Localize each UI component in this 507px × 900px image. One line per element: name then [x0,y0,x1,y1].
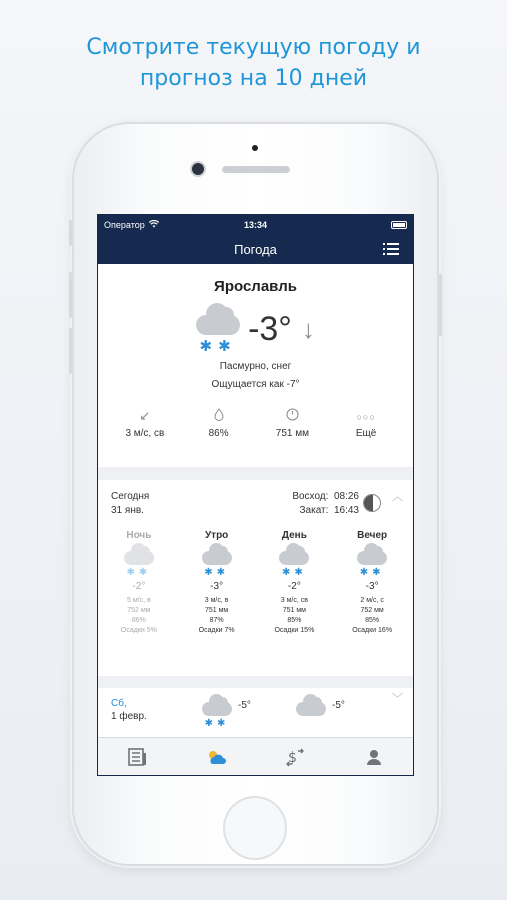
next-day-forecast-1 [202,702,251,729]
period-pressure: 752 мм [360,607,384,614]
front-camera [192,163,204,175]
tab-news[interactable] [117,742,157,772]
today-forecast-card[interactable] [98,480,413,676]
promo-headline [0,32,507,94]
details-row [98,408,413,439]
period-precip: Осадки 16% [352,627,393,634]
period-humidity: 85% [287,617,302,624]
period-precip: Осадки 5% [120,627,157,634]
tab-currency[interactable] [275,742,315,772]
period-temp: -3° [365,581,379,592]
more-detail[interactable] [331,408,401,439]
cloud-snow-icon [202,551,232,565]
city-name: Ярославль [214,278,297,295]
sunrise-time: 08:26 [333,491,359,502]
day-periods [98,530,413,636]
next-day-date [111,697,147,723]
period-night [100,530,178,636]
home-button[interactable] [223,796,287,860]
snow-icon: ✱✱ [359,567,385,578]
feels-like-text: Ощущается как -7° [211,379,300,390]
today-date-block [111,490,149,518]
cloud-icon [296,702,326,716]
next-day-card[interactable] [98,688,413,740]
period-details [100,596,178,636]
tab-bar [98,737,413,775]
tab-profile[interactable] [354,742,394,772]
period-details [178,596,256,636]
volume-down-button [69,328,72,374]
next-day-weekday: Сб, [111,698,127,709]
period-name: День [281,530,307,541]
wind-detail [110,408,180,439]
silent-switch [69,220,72,246]
period-details [333,596,411,636]
current-weather-card [98,264,413,467]
sun-times [292,490,359,518]
next-day-temp-1: -5° [238,700,251,711]
humidity-value: 86% [208,428,229,439]
sunset-label: Закат: [299,505,329,516]
pressure-value: 751 мм [275,428,309,439]
nav-bar [98,235,413,264]
news-icon [127,747,147,767]
profile-icon [365,748,383,766]
period-pressure: 751 мм [282,607,306,614]
moon-phase-icon [363,494,381,512]
period-evening [333,530,411,636]
phone-frame [74,124,437,864]
carrier-label: Оператор [104,220,145,230]
next-day-date-label: 1 февр. [111,711,147,722]
period-precip: Осадки 15% [274,627,315,634]
pressure-detail [257,408,327,439]
proximity-sensor [252,145,258,151]
battery-icon [391,221,407,229]
chevron-down-icon[interactable]: ﹀ [392,693,403,705]
svg-text:$: $ [287,749,297,766]
tab-weather[interactable] [196,742,236,772]
snow-icon: ✱✱ [204,567,229,578]
next-day-temp-2: -5° [332,700,345,711]
weather-icon [205,748,227,766]
sunset-time: 16:43 [333,505,359,516]
wind-value: 3 м/с, св [125,428,165,439]
currency-icon [284,747,306,767]
humidity-drop-icon [184,408,254,426]
period-humidity: 87% [209,617,224,624]
status-bar [98,215,413,235]
period-morning [178,530,256,636]
sunrise-label: Восход: [292,491,329,502]
period-temp: -3° [210,581,224,592]
period-details [256,596,334,636]
status-time: 13:34 [243,220,268,230]
period-wind: 5 м/с, в [127,597,151,604]
earpiece-speaker [222,166,290,173]
current-temp-row [98,305,413,353]
period-humidity: 86% [131,617,146,624]
cloud-snow-icon [357,551,387,565]
condition-text: Пасмурно, снег [219,361,292,372]
period-temp: -2° [132,581,146,592]
today-label: Сегодня [111,491,150,502]
promo-line-2: прогноз на 10 дней [139,66,368,91]
period-wind: 3 м/с, св [280,597,308,604]
period-day [256,530,334,636]
period-humidity: 85% [365,617,380,624]
arrow-down-icon: ↓ [301,313,315,344]
promo-line-1: Смотрите текущую погоду и [86,35,421,60]
volume-up-button [69,272,72,318]
humidity-detail [184,408,254,439]
current-temperature: -3° [248,309,292,348]
cloud-snow-icon [279,551,309,565]
snow-icon: ✱✱ [126,567,152,578]
cloud-snow-icon: ✱✱ [196,315,240,355]
snow-icon: ✱✱ [281,567,307,578]
power-button [439,274,442,336]
app-screen [97,214,414,776]
period-pressure: 752 мм [127,607,151,614]
period-name: Утро [204,530,229,541]
nav-title: Погода [234,242,277,257]
cloud-snow-icon: ✱✱ [202,702,232,729]
more-dots-icon[interactable]: ○○○ [356,412,376,422]
period-pressure: 751 мм [205,607,229,614]
section-divider [98,467,413,480]
period-temp: -2° [287,581,301,592]
period-wind: 2 м/с, с [360,597,384,604]
period-name: Вечер [357,530,388,541]
cloud-snow-icon [124,551,154,565]
chevron-up-icon[interactable]: ︿ [392,491,403,503]
more-label[interactable]: Ещё [355,428,377,439]
period-name: Ночь [126,530,152,541]
period-wind: 3 м/с, в [204,597,229,604]
next-day-forecast-2 [296,702,345,716]
today-date: 31 янв. [111,505,144,516]
list-menu-icon[interactable] [383,243,399,256]
period-precip: Осадки 7% [198,627,235,634]
wind-arrow-icon: ↙ [139,408,151,423]
pressure-gauge-icon [257,408,327,426]
